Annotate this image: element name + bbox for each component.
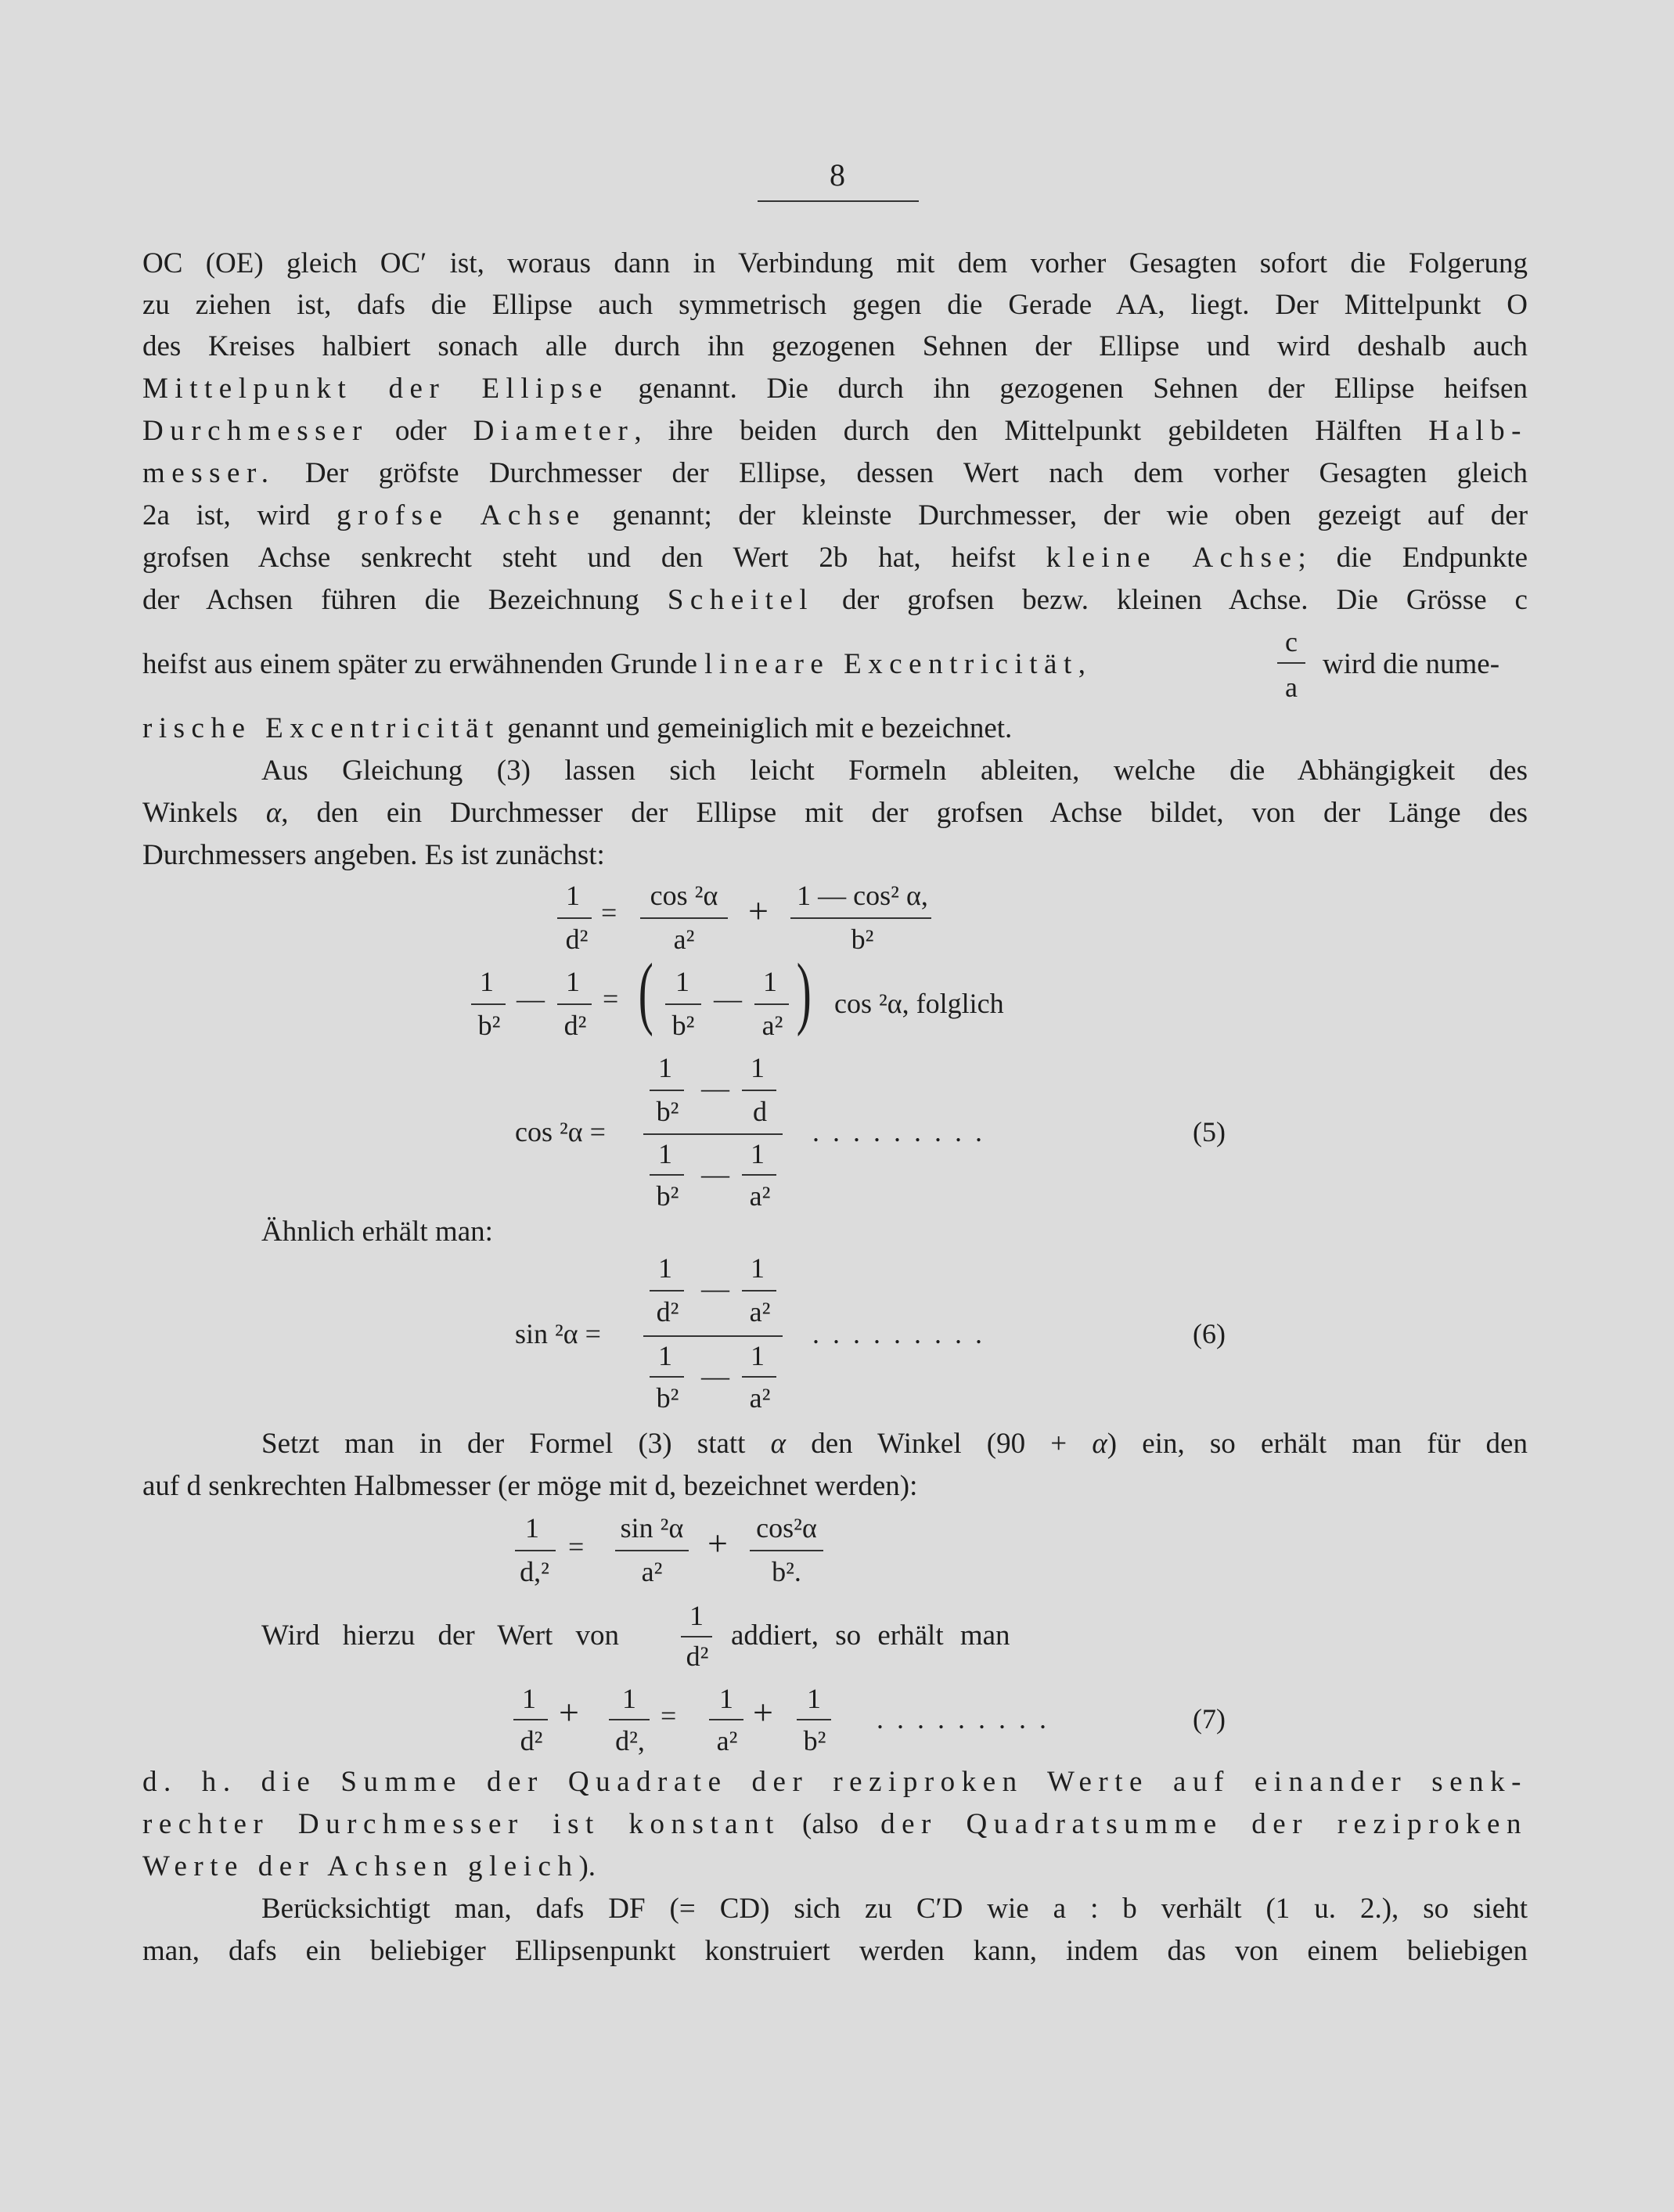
fraction-denominator: a (1285, 672, 1298, 703)
text-run: , ihre beiden durch den Mittelpunkt gebildeten Hälften (634, 415, 1429, 447)
spaced-term: Durchmesser (142, 415, 369, 447)
eq-denominator: b² (671, 1010, 695, 1041)
italic-symbol: α (265, 797, 282, 829)
text-run: des Kreises halbiert sonach alle durch ihn gezogenen Sehnen der Ellipse und wird deshalb auch (142, 330, 1528, 362)
leader-dots: ......... (812, 1116, 995, 1147)
minus-sign: — (701, 1158, 729, 1190)
page-number-rule (758, 200, 919, 202)
fraction-bar (742, 1174, 776, 1176)
text-run: Berücksichtigt man, dafs DF (= CD) sich zu C′D wie a : b verhält (1 u. 2.), so sieht (261, 1893, 1528, 1925)
text-line (142, 413, 1528, 449)
spaced-term: rische Excentricität (142, 712, 500, 744)
spaced-term: lineare Excentricität (704, 648, 1078, 680)
text-run: , (1078, 648, 1086, 680)
spaced-term: Werte der Achsen gleich (142, 1850, 579, 1882)
fraction-bar (650, 1174, 684, 1176)
leader-dots: ......... (877, 1703, 1060, 1735)
eq-numerator: 1 (675, 966, 689, 997)
text-run: man, dafs ein beliebiger Ellipsenpunkt konstruiert werden kann, indem das von einem beliebigen (142, 1935, 1528, 1967)
fraction-bar (665, 1003, 701, 1005)
minus-sign: — (701, 1273, 729, 1304)
eq-numerator: 1 (566, 966, 580, 997)
text-run: der Achsen führen die Bezeichnung (142, 584, 668, 616)
text-run: Durchmessers angeben. Es ist zunächst: (142, 839, 605, 871)
eq-numerator: cos²α (756, 1512, 817, 1544)
eq-denominator: d² (656, 1296, 679, 1328)
text-line (142, 1807, 1528, 1843)
text-line (142, 795, 1528, 831)
eq-denominator: a² (761, 1010, 783, 1041)
text-line (142, 1849, 1528, 1885)
equals-sign: = (603, 983, 619, 1014)
text-fragment: wird die nume- (1323, 648, 1500, 680)
eq-denominator: b² (656, 1096, 679, 1127)
spaced-term: d. h. die Summe der Quadrate der reziproken Werte auf einander senk- (142, 1766, 1528, 1798)
text-line: Ähnlich erhält man: (261, 1216, 493, 1248)
equation-number: (6) (1193, 1318, 1226, 1349)
spaced-term: Halb- (1428, 415, 1528, 447)
eq-denominator: d² (520, 1725, 543, 1756)
eq-denominator: d² (686, 1641, 709, 1672)
equation-number: (7) (1193, 1703, 1226, 1735)
eq-denominator: a² (673, 924, 695, 955)
eq-denominator: a² (749, 1382, 771, 1414)
text-line (261, 1891, 1528, 1927)
eq-numerator: 1 (480, 966, 494, 997)
text-line (142, 1468, 1528, 1504)
text-run: Aus Gleichung (3) lassen sich leicht Formeln ableiten, welche die Abhängigkeit des (261, 755, 1528, 787)
text-line (261, 1426, 1528, 1462)
main-fraction-bar (643, 1335, 783, 1337)
eq-numerator: 1 (751, 1138, 765, 1169)
text-run: auf d senkrechten Halbmesser (er möge mit d, bezeichnet werden): (142, 1470, 918, 1502)
italic-symbol: α (770, 1428, 787, 1460)
eq-numerator: 1 (719, 1683, 733, 1714)
text-fragment: Wird hierzu der Wert von (261, 1619, 620, 1652)
minus-sign: — (517, 983, 545, 1014)
text-run: Der gröfste Durchmesser der Ellipse, dessen Wert nach dem vorher Gesagten gleich (275, 457, 1528, 489)
eq-denominator: a² (749, 1180, 771, 1212)
eq-numerator: 1 (751, 1252, 765, 1284)
fraction-bar (709, 1719, 743, 1720)
spaced-term: Mittelpunkt der Ellipse (142, 373, 609, 405)
eq-numerator: 1 (658, 1052, 672, 1083)
fraction-bar (557, 1003, 592, 1005)
eq-tail-text: cos ²α, folglich (834, 988, 1004, 1019)
fraction-bar (615, 1550, 689, 1551)
eq-denominator: d (753, 1096, 767, 1127)
text-run: Winkels (142, 797, 266, 829)
text-run: den Winkel (90 + (786, 1428, 1093, 1460)
text-line (142, 647, 1254, 683)
text-run: genannt. Die durch ihn gezogenen Sehnen der Ellipse heifsen (608, 373, 1528, 405)
equals-sign: = (568, 1531, 585, 1562)
text-line (142, 540, 1528, 576)
text-line (142, 371, 1528, 407)
text-line (142, 287, 1528, 323)
text-fragment: addiert, so erhält man (731, 1619, 1010, 1652)
minus-sign: — (701, 1360, 729, 1392)
text-run: genannt; der kleinste Durchmesser, der wie oben gezeigt auf der (585, 499, 1528, 531)
fraction-bar (513, 1719, 548, 1720)
eq-denominator: b² (803, 1725, 826, 1756)
text-run: heifst aus einem später zu erwähnenden Grunde (142, 648, 705, 680)
text-line (142, 456, 1528, 492)
eq-denominator: d² (565, 924, 589, 955)
fraction-bar (650, 1090, 684, 1091)
text-line (142, 838, 1528, 874)
text-run: der grofsen bezw. kleinen Achse. Die Grösse c (814, 584, 1528, 616)
italic-symbol: α (1092, 1428, 1107, 1460)
main-fraction-bar (643, 1133, 783, 1135)
eq-denominator: a² (749, 1296, 771, 1328)
text-line (261, 753, 1528, 789)
plus-sign: + (559, 1692, 579, 1732)
equation-number: (5) (1193, 1116, 1226, 1147)
fraction-bar (742, 1376, 776, 1378)
minus-sign: — (701, 1072, 729, 1104)
text-line (142, 246, 1528, 282)
plus-sign: + (753, 1692, 773, 1732)
text-run: (also (779, 1808, 881, 1840)
text-run: , den ein Durchmesser der Ellipse mit der grofsen Achse bildet, von der Länge des (281, 797, 1528, 829)
eq-numerator: 1 (525, 1512, 539, 1544)
eq-denominator: d² (563, 1010, 587, 1041)
text-line (142, 1933, 1528, 1969)
leader-dots: ......... (812, 1318, 995, 1349)
left-parenthesis: ( (638, 947, 653, 1037)
plus-sign: + (707, 1523, 728, 1563)
text-run: oder (368, 415, 473, 447)
fraction-bar (790, 917, 931, 919)
text-run: genannt und gemeiniglich mit e bezeichnet. (499, 712, 1013, 744)
text-line (142, 329, 1528, 365)
equals-sign: = (601, 897, 617, 928)
spaced-term: kleine Achse (1046, 542, 1298, 574)
fraction-bar (471, 1003, 506, 1005)
fraction-bar (640, 917, 728, 919)
spaced-term: Scheitel (667, 584, 815, 616)
fraction-bar (609, 1719, 650, 1720)
fraction-bar (797, 1719, 831, 1720)
eq-numerator: 1 — cos² α, (797, 880, 928, 911)
text-run: 2a ist, wird (142, 499, 337, 531)
eq-denominator: b² (656, 1382, 679, 1414)
eq-numerator: 1 (807, 1683, 821, 1714)
eq-denominator: b² (477, 1010, 501, 1041)
spaced-term: rechter Durchmesser ist konstant (142, 1808, 780, 1840)
fraction-bar (742, 1090, 776, 1091)
text-run: ). (578, 1850, 596, 1882)
text-run: grofsen Achse senkrecht steht und den Wert 2b hat, heifst (142, 542, 1046, 574)
eq-denominator: b² (656, 1180, 679, 1212)
fraction-bar (650, 1376, 684, 1378)
eq-numerator: 1 (763, 966, 777, 997)
eq-numerator: 1 (658, 1138, 672, 1169)
spaced-term: grofse Achse (336, 499, 586, 531)
text-run: Setzt man in der Formel (3) statt (261, 1428, 771, 1460)
eq-denominator: a² (641, 1556, 663, 1587)
eq-denominator: a² (716, 1725, 738, 1756)
fraction-numerator: c (1285, 626, 1298, 657)
text-run: zu ziehen ist, dafs die Ellipse auch symmetrisch gegen die Gerade AA, liegt. Der Mittelpunkt O (142, 289, 1528, 321)
fraction-bar (557, 917, 592, 919)
fraction-bar (681, 1636, 712, 1637)
minus-sign: — (714, 983, 742, 1014)
eq-lhs: cos ²α = (515, 1116, 606, 1147)
eq-numerator: 1 (622, 1683, 636, 1714)
eq-denominator: d,² (520, 1556, 549, 1587)
text-line (142, 582, 1528, 618)
spaced-term: der Quadratsumme der reziproken (880, 1808, 1528, 1840)
text-run: ; die Endpunkte (1298, 542, 1528, 574)
fraction-bar (515, 1550, 556, 1551)
equals-sign: = (661, 1700, 677, 1731)
eq-numerator: 1 (658, 1340, 672, 1371)
text-run: ) ein, so erhält man für den (1107, 1428, 1528, 1460)
fraction-bar (742, 1290, 776, 1292)
fraction-bar (1277, 662, 1305, 664)
text-run: OC (OE) gleich OC′ ist, woraus dann in Verbindung mit dem vorher Gesagten sofort die Folgerung (142, 247, 1528, 279)
fraction-bar (754, 1003, 789, 1005)
text-line (142, 711, 1528, 747)
eq-numerator: sin ²α (620, 1512, 684, 1544)
right-parenthesis: ) (796, 947, 812, 1037)
eq-numerator: 1 (751, 1340, 765, 1371)
eq-numerator: 1 (658, 1252, 672, 1284)
eq-numerator: 1 (566, 880, 580, 911)
eq-numerator: 1 (751, 1052, 765, 1083)
fraction-bar (750, 1550, 823, 1551)
eq-denominator: b² (851, 924, 874, 955)
text-line (142, 1764, 1528, 1800)
spaced-term: Diameter (473, 415, 635, 447)
plus-sign: + (748, 891, 769, 931)
fraction-bar (650, 1290, 684, 1292)
eq-denominator: b². (772, 1556, 801, 1587)
eq-numerator: 1 (522, 1683, 536, 1714)
text-line (142, 498, 1528, 534)
eq-numerator: cos ²α (650, 880, 718, 911)
eq-denominator: d², (615, 1725, 645, 1756)
spaced-term: messer. (142, 457, 275, 489)
page-number: 8 (830, 157, 845, 193)
eq-lhs: sin ²α = (515, 1318, 601, 1349)
eq-numerator: 1 (689, 1600, 704, 1631)
